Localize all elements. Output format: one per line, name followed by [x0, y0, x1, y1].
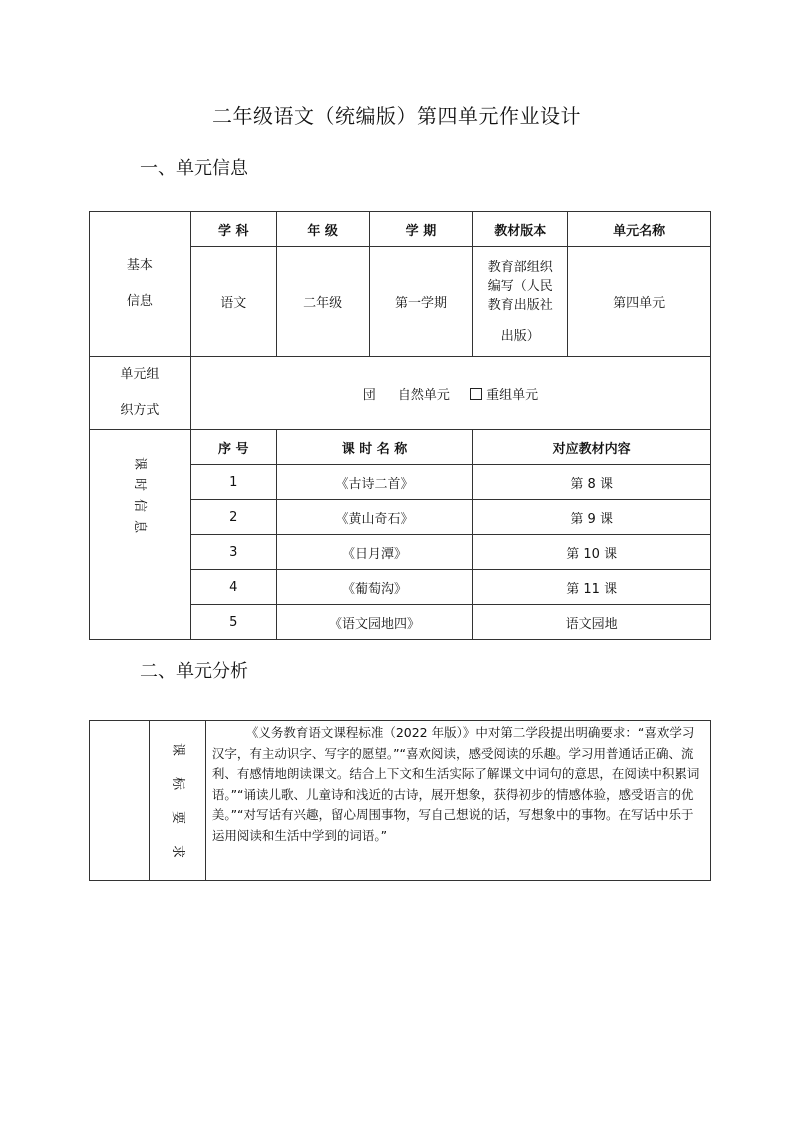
value-term: 第一学期: [369, 247, 473, 357]
curriculum-requirement-text: 《义务教育语文课程标准（2022 年版）》中对第二学段提出明确要求：“喜欢学习汉字，有主动识字、写字的愿望。”“喜欢阅读，感受阅读的乐趣。学习用普通话正确、流利、有感情地朗读课文。结合上下文和生活实际了解课文中词句的意思，在阅读中积累词语。”“诵读儿歌、儿童诗和浅近的古诗，展开想象，获得初步的情感体验，感受语言的优美。”“对写话有兴趣，留心周围事物，写自己想说的话，写想象中的事物。在写话中乐于运用阅读和生活中学到的词语。”: [205, 721, 710, 881]
table-row: 4 《葡萄沟》 第 11 课: [90, 570, 711, 605]
header-lesson-no: 序 号: [190, 430, 276, 465]
checked-mark[interactable]: 団: [362, 387, 376, 403]
header-unit-name: 单元名称: [568, 212, 711, 247]
organization-options: [190, 357, 710, 430]
header-lesson-content: 对应教材内容: [473, 430, 711, 465]
document-title: 二年级语文（统编版）第四单元作业设计: [212, 104, 581, 128]
value-grade: 二年级: [276, 247, 369, 357]
section-heading-unit-analysis: 二、单元分析: [140, 661, 248, 682]
value-subject: 语文: [190, 247, 276, 357]
header-edition: 教材版本: [473, 212, 568, 247]
value-edition: 教育部组织 编写（人民 教育出版社 出版）: [473, 247, 568, 357]
header-subject: 学 科: [190, 212, 276, 247]
basic-info-label: 基本 信息: [90, 212, 191, 357]
table-row: 5 《语文园地四》 语文园地: [90, 605, 711, 640]
checkbox-regrouped-icon[interactable]: [470, 388, 482, 400]
table-row: 1 《古诗二首》 第 8 课: [90, 465, 711, 500]
unit-analysis-table: [89, 720, 711, 881]
header-lesson-name: 课 时 名 称: [276, 430, 473, 465]
option-regrouped-unit: 重组单元: [486, 387, 539, 403]
analysis-blank-cell: [90, 721, 150, 881]
header-term: 学 期: [369, 212, 473, 247]
section-heading-unit-info: 一、单元信息: [140, 158, 248, 179]
organization-label: 单元组 织方式: [90, 357, 191, 430]
option-natural-unit: 自然单元: [397, 387, 450, 403]
header-grade: 年 级: [276, 212, 369, 247]
curriculum-requirement-label: 课 标 要 求: [149, 721, 205, 881]
value-unit-name: 第四单元: [568, 247, 711, 357]
lesson-info-label: 课 时 信 息: [90, 430, 191, 640]
table-row: 3 《日月潭》 第 10 课: [90, 535, 711, 570]
table-row: 2 《黄山奇石》 第 9 课: [90, 500, 711, 535]
unit-info-table: [89, 211, 711, 640]
